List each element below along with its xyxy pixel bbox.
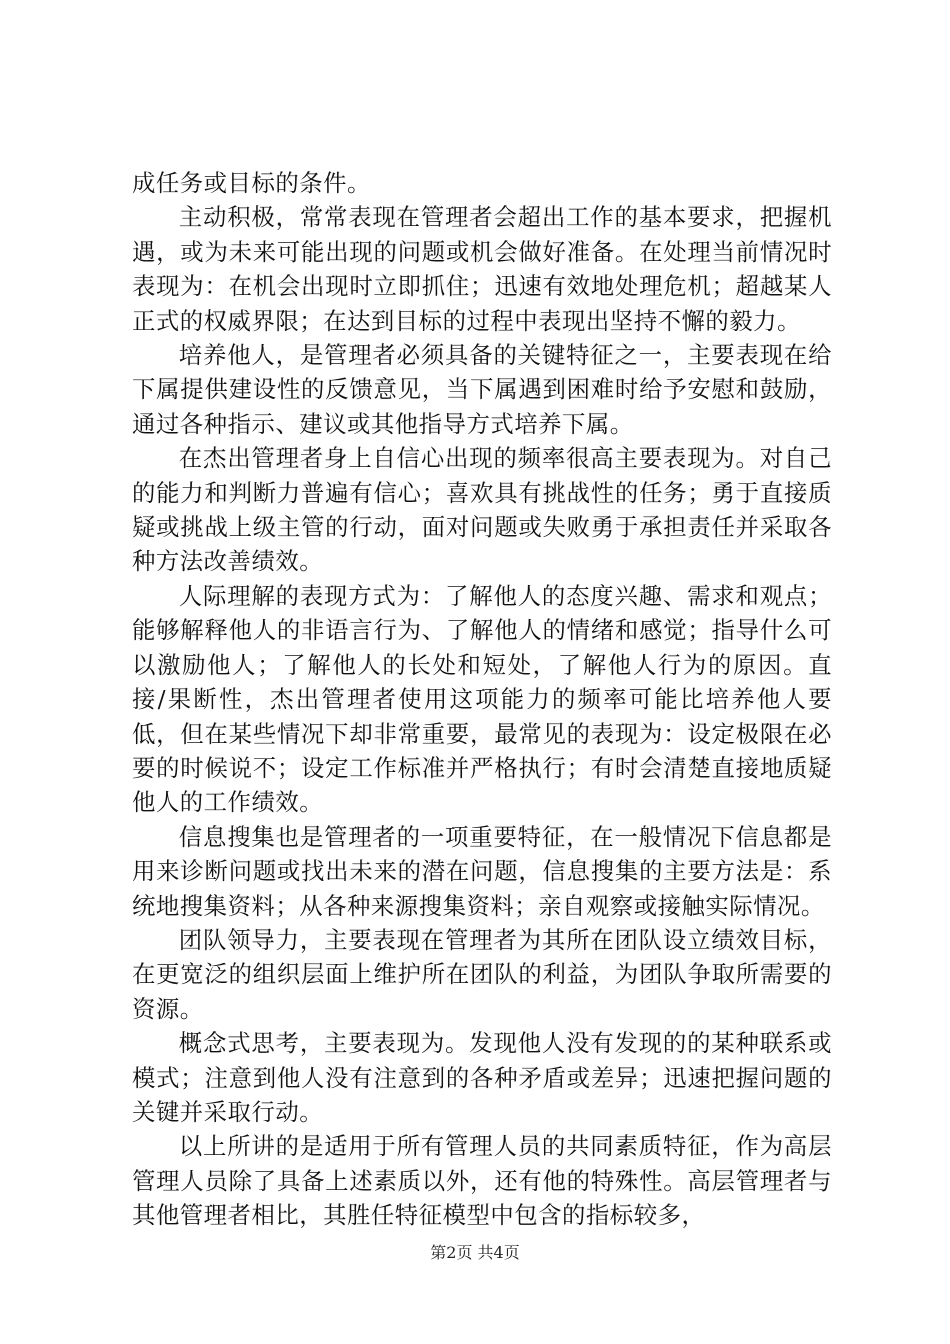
paragraph-9: 以上所讲的是适用于所有管理人员的共同素质特征，作为高层管理人员除了具备上述素质以外，还有他的特殊性。高层管理者与其他管理者相比，其胜任特征模型中包含的指标较多，	[132, 1132, 832, 1230]
paragraph-5: 人际理解的表现方式为：了解他人的态度兴趣、需求和观点；能够解释他人的非语言行为、了解他人的情绪和感觉；指导什么可以激励他人；了解他人的长处和短处，了解他人行为的原因。直接/果断性，杰出管理者使用这项能力的频率可能比培养他人要低，但在某些情况下却非常重要，最常见的表现为：设定极限在必要的时候说不；设定工作标准并严格执行；有时会清楚直接地质疑他人的工作绩效。	[132, 581, 832, 817]
paragraph-6: 信息搜集也是管理者的一项重要特征，在一般情况下信息都是用来诊断问题或找出未来的潜在问题，信息搜集的主要方法是：系统地搜集资料；从各种来源搜集资料；亲自观察或接触实际情况。	[132, 822, 832, 920]
paragraph-7: 团队领导力，主要表现在管理者为其所在团队设立绩效目标，在更宽泛的组织层面上维护所在团队的利益，为团队争取所需要的资源。	[132, 925, 832, 1023]
paragraph-8: 概念式思考，主要表现为。发现他人没有发现的的某种联系或模式；注意到他人没有注意到的各种矛盾或差异；迅速把握问题的关键并采取行动。	[132, 1029, 832, 1126]
paragraph-4: 在杰出管理者身上自信心出现的频率很高主要表现为。对自己的能力和判断力普遍有信心；喜欢具有挑战性的任务；勇于直接质疑或挑战上级主管的行动，面对问题或失败勇于承担责任并采取各种方法改善绩效。	[132, 444, 832, 576]
page-number-footer: 第2页 共4页	[430, 1243, 520, 1262]
document-body	[132, 166, 832, 1233]
paragraph-3: 培养他人，是管理者必须具备的关键特征之一，主要表现在给下属提供建设性的反馈意见，当下属遇到困难时给予安慰和鼓励，通过各种指示、建议或其他指导方式培养下属。	[132, 341, 832, 438]
paragraph-1: 成任务或目标的条件。	[132, 169, 371, 197]
paragraph-2: 主动积极，常常表现在管理者会超出工作的基本要求，把握机遇，或为未来可能出现的问题或机会做好准备。在处理当前情况时表现为：在机会出现时立即抓住；迅速有效地处理危机；超越某人正式的权威界限；在达到目标的过程中表现出坚持不懈的毅力。	[132, 203, 832, 335]
